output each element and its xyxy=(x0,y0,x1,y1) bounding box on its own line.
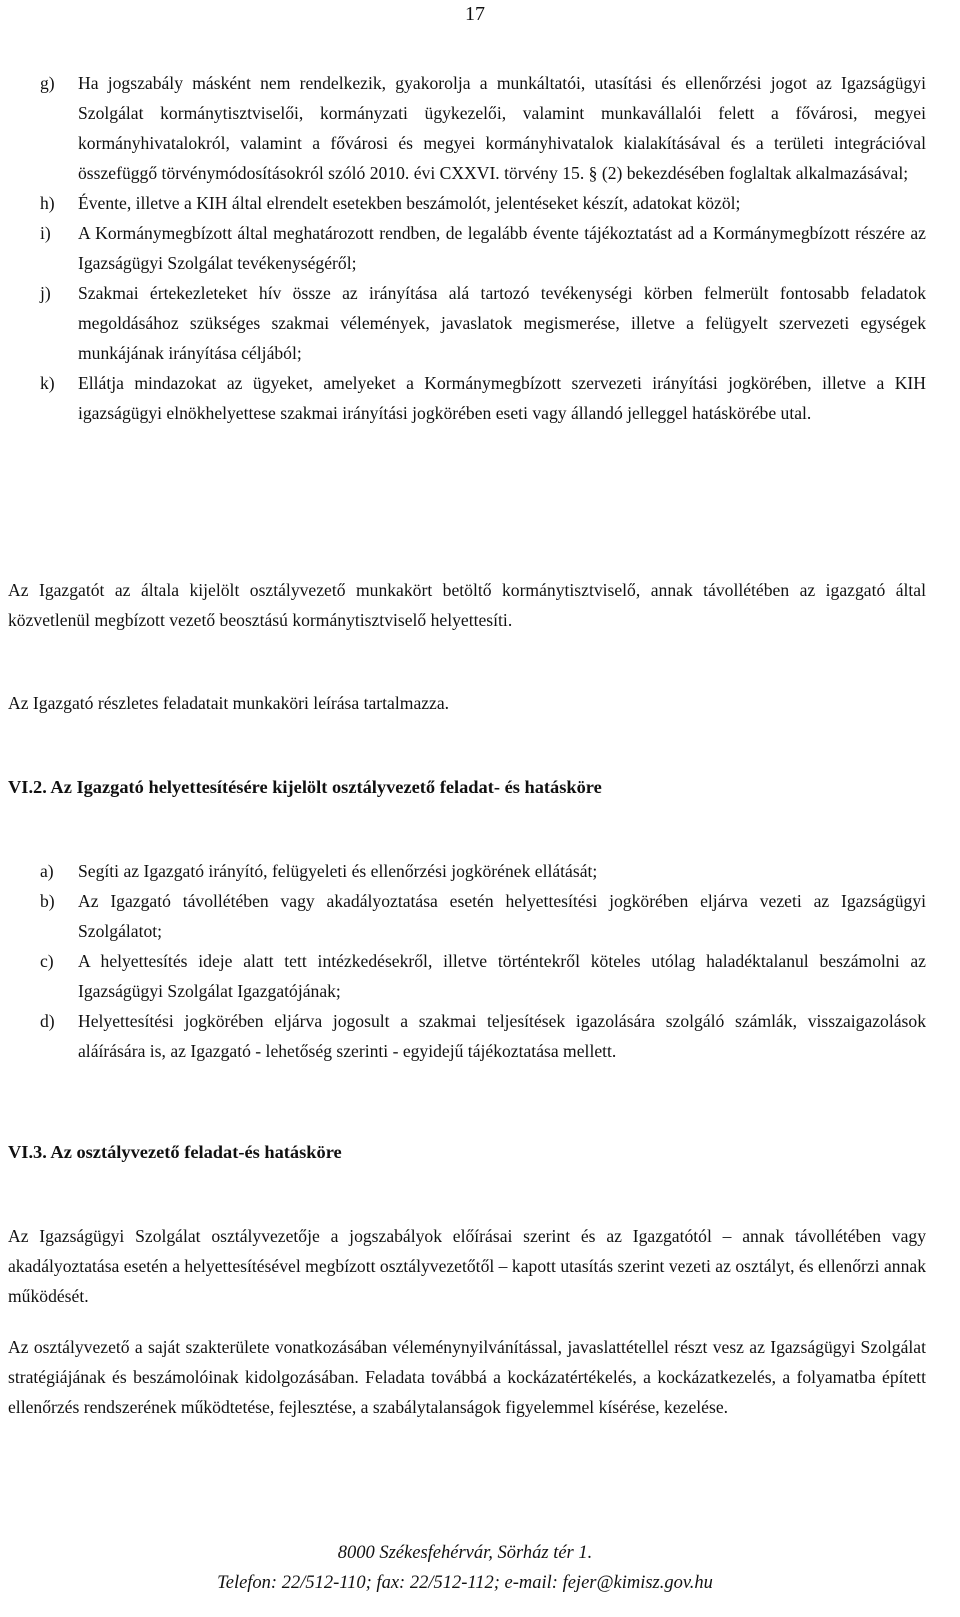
list-one xyxy=(40,68,926,428)
list-item xyxy=(40,856,926,886)
paragraph-head-1: Az Igazságügyi Szolgálat osztályvezetője a jogszabályok előírásai szerint és az Igazgatótól – annak távollétében vagy akadályoztatása esetén a helyettesítésével megbízott osztályvezetőtől – kapott utasítás szerint vezeti az osztályt, és ellenőrzi annak működését. xyxy=(8,1226,926,1306)
list-item-label: k) xyxy=(40,373,55,393)
list-item-text: Ha jogszabály másként nem rendelkezik, gyakorolja a munkáltatói, utasítási és ellenőrzési jogot az Igazságügyi Szolgálat kormánytisztviselői, kormányzati ügykezelői, valamint munkavállalói felett a fővárosi, megyei kormányhivatalokról, valamint a fővárosi és megyei kormányhivatalok kialakításával és a területi integrációval összefüggő törvénymódosításokról szóló 2010. évi CXXVI. törvény 15. § (2) bekezdésében foglaltak alkalmazásával; xyxy=(78,73,926,183)
list-item xyxy=(40,218,926,278)
footer-contact: Telefon: 22/512-110; fax: 22/512-112; e-mail: fejer@kimisz.gov.hu xyxy=(217,1573,713,1593)
list-item-text: Ellátja mindazokat az ügyeket, amelyeket a Kormánymegbízott szervezeti irányítási jogkörében, illetve a KIH igazságügyi elnökhelyettese szakmai irányítási jogkörében eseti vagy állandó jelleggel hatáskörébe utal. xyxy=(78,373,926,423)
list-item-label: a) xyxy=(40,861,54,881)
section-heading-vi3: VI.3. Az osztályvezető feladat-és hatásköre xyxy=(8,1142,342,1162)
list-item-text: Szakmai értekezleteket hív össze az irányítása alá tartozó tevékenységi körben felmerült fontosabb feladatok megoldásához szükséges szakmai vélemények, javaslatok megismerése, illetve a felügyelt szervezeti egységek munkájának irányítása céljából; xyxy=(78,283,926,363)
list-item-label: b) xyxy=(40,891,55,911)
paragraph-deputy: Az Igazgatót az általa kijelölt osztályvezető munkakört betöltő kormánytisztviselő, annak távollétében az igazgató által közvetlenül megbízott vezető beosztású kormánytisztviselő helyettesíti. xyxy=(8,580,926,630)
list-item-text: Helyettesítési jogkörében eljárva jogosult a szakmai teljesítések igazolására szolgáló számlák, visszaigazolások aláírására is, az Igazgató - lehetőség szerinti - egyidejű tájékoztatása mellett. xyxy=(78,1011,926,1061)
list-item-label: j) xyxy=(40,283,51,303)
list-item xyxy=(40,188,926,218)
page-number: 17 xyxy=(465,3,485,25)
list-item xyxy=(40,68,926,188)
list-item xyxy=(40,946,926,1006)
paragraph-head-2: Az osztályvezető a saját szakterülete vonatkozásában véleménynyilvánítással, javaslattétellel részt vesz az Igazságügyi Szolgálat stratégiájának és beszámolóinak kidolgozásában. Feladata továbbá a kockázatértékelés, a kockázatkezelés, a folyamatba épített ellenőrzés rendszerének működtetése, fejlesztése, a szabálytalanságok figyelemmel kísérése, kezelése. xyxy=(8,1337,926,1417)
list-item-text: Segíti az Igazgató irányító, felügyeleti és ellenőrzési jogkörének ellátását; xyxy=(78,861,598,881)
list-item xyxy=(40,1006,926,1066)
list-item-text: A Kormánymegbízott által meghatározott rendben, de legalább évente tájékoztatást ad a Kormánymegbízott részére az Igazságügyi Szolgálat tevékenységéről; xyxy=(78,223,926,273)
footer-address: 8000 Székesfehérvár, Sörház tér 1. xyxy=(337,1543,593,1563)
list-item-text: A helyettesítés ideje alatt tett intézkedésekről, illetve történtekről köteles utólag haladéktalanul beszámolni az Igazságügyi Szolgálat Igazgatójának; xyxy=(78,951,926,1001)
list-item-label: d) xyxy=(40,1011,55,1031)
section-heading-vi2: VI.2. Az Igazgató helyettesítésére kijelölt osztályvezető feladat- és hatásköre xyxy=(8,777,602,797)
list-item-text: Az Igazgató távollétében vagy akadályoztatása esetén helyettesítési jogkörében eljárva vezeti az Igazságügyi Szolgálatot; xyxy=(78,891,926,941)
list-item xyxy=(40,886,926,946)
list-item xyxy=(40,278,926,368)
list-item-text: Évente, illetve a KIH által elrendelt esetekben beszámolót, jelentéseket készít, adatokat közöl; xyxy=(78,193,741,213)
list-item-label: i) xyxy=(40,223,51,243)
list-item-label: g) xyxy=(40,73,55,93)
list-item xyxy=(40,368,926,428)
list-item-label: h) xyxy=(40,193,55,213)
list-two xyxy=(40,856,926,1066)
paragraph-duties: Az Igazgató részletes feladatait munkaköri leírása tartalmazza. xyxy=(8,693,450,713)
list-item-label: c) xyxy=(40,951,54,971)
